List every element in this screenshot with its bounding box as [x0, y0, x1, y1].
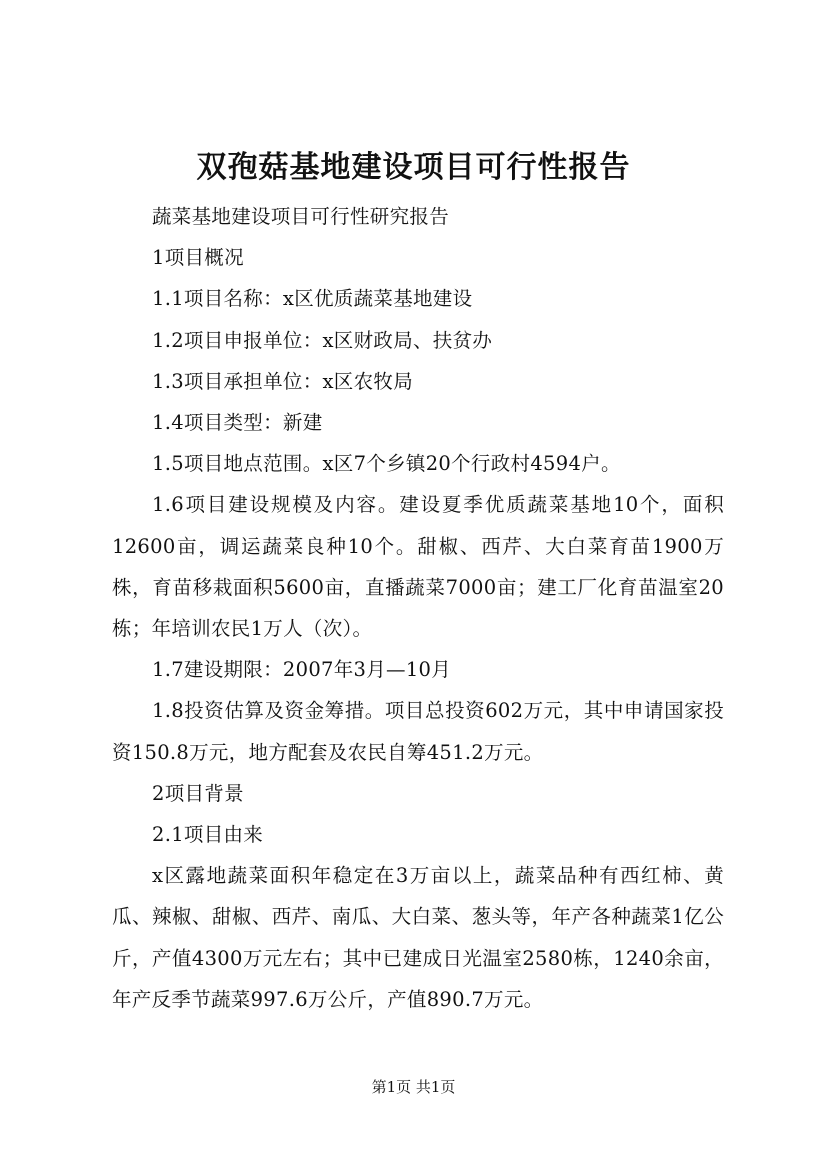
paragraph-1-1: 1.1项目名称：x区优质蔬菜基地建设: [152, 287, 473, 311]
paragraph-section-2: 2项目背景: [152, 781, 244, 805]
paragraph-1-3: 1.3项目承担单位：x区农牧局: [152, 369, 414, 393]
paragraph-1-7: 1.7建设期限：2007年3月—10月: [152, 658, 452, 682]
paragraph-subtitle: 蔬菜基地建设项目可行性研究报告: [152, 205, 450, 228]
paragraph-section-1: 1项目概况: [152, 246, 244, 270]
document-body: [112, 196, 724, 1020]
paragraph-1-6: 1.6项目建设规模及内容。建设夏季优质蔬菜基地10个，面积12600亩，调运蔬菜良种10个。甜椒、西芹、大白菜育苗1900万株，育苗移栽面积5600亩，直播蔬菜7000亩；建工厂化育苗温室20栋；年培训农民1万人（次）。: [112, 493, 724, 641]
paragraph-1-8: 1.8投资估算及资金筹措。项目总投资602万元，其中申请国家投资150.8万元，地方配套及农民自筹451.2万元。: [112, 699, 724, 764]
paragraph-1-2: 1.2项目申报单位：x区财政局、扶贫办: [152, 328, 493, 352]
paragraph-background: x区露地蔬菜面积年稳定在3万亩以上，蔬菜品种有西红柿、黄瓜、辣椒、甜椒、西芹、南瓜、大白菜、葱头等，年产各种蔬菜1亿公斤，产值4300万元左右；其中已建成日光温室2580栋，1240余亩，年产反季节蔬菜997.6万公斤，产值890.7万元。: [112, 864, 724, 1011]
document-title: 双孢菇基地建设项目可行性报告: [196, 150, 631, 185]
paragraph-1-4: 1.4项目类型：新建: [152, 411, 323, 435]
paragraph-2-1: 2.1项目由来: [152, 823, 264, 847]
paragraph-1-5: 1.5项目地点范围。x区7个乡镇20个行政村4594户。: [152, 452, 621, 476]
page-footer: 第1页 共1页: [371, 1078, 456, 1096]
